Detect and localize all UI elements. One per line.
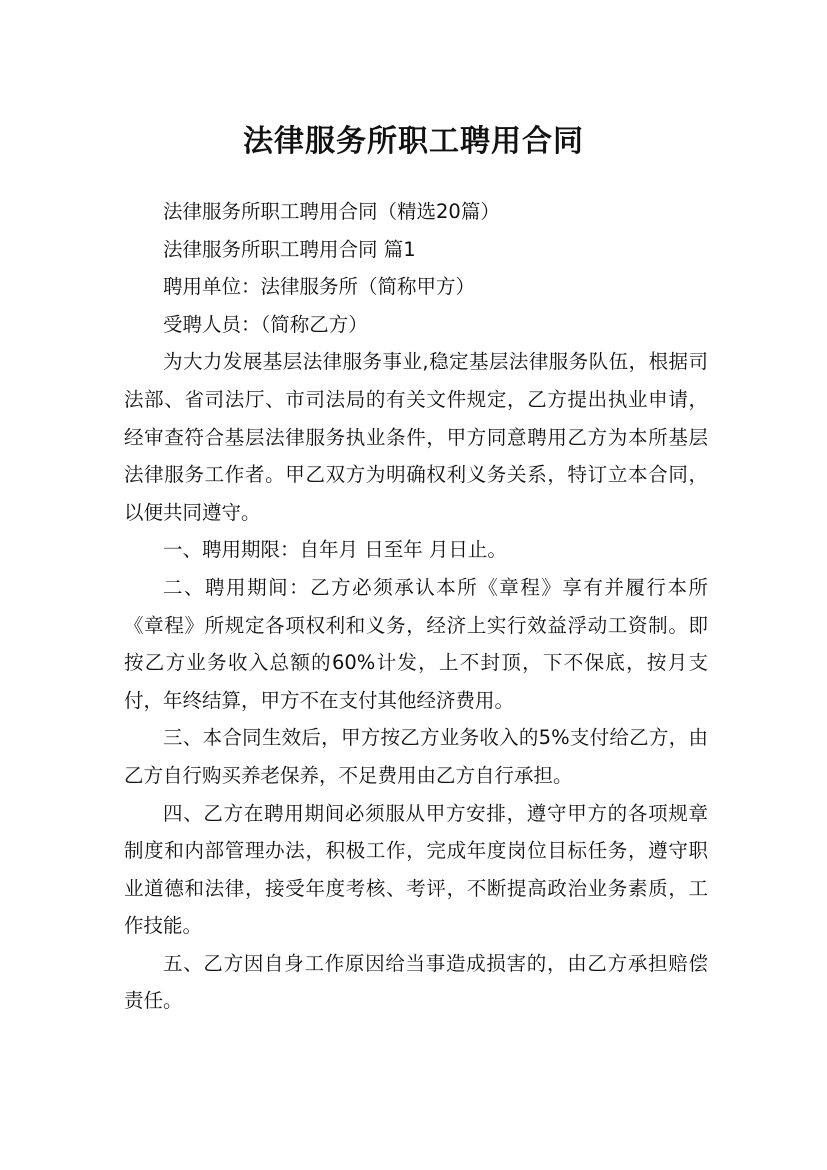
document-title: 法律服务所职工聘用合同: [243, 124, 584, 160]
paragraph-clause-3: 三、本合同生效后，甲方按乙方业务收入的5%支付给乙方，由乙方自行购买养老保养，不足费用由乙方自行承担。: [124, 726, 708, 787]
paragraph-clause-4: 四、乙方在聘用期间必须服从甲方安排，遵守甲方的各项规章制度和内部管理办法，积极工作，完成年度岗位目标任务，遵守职业道德和法律，接受年度考核、考评，不断提高政治业务素质，工作技能。: [124, 801, 708, 938]
paragraph-preamble: 为大力发展基层法律服务事业,稳定基层法律服务队伍，根据司法部、省司法厅、市司法局的有关文件规定，乙方提出执业申请，经审查符合基层法律服务执业条件，甲方同意聘用乙方为本所基层法律服务工作者。甲乙双方为明确权利义务关系，特订立本合同，以便共同遵守。: [124, 350, 708, 524]
paragraph-section-heading: 法律服务所职工聘用合同 篇1: [163, 237, 416, 261]
paragraph-employee: 受聘人员：（简称乙方）: [163, 312, 368, 336]
document-body: [124, 193, 708, 1020]
paragraph-clause-1: 一、聘用期限：自年月 日至年 月日止。: [163, 538, 507, 562]
paragraph-clause-2: 二、聘用期间：乙方必须承认本所《章程》享有并履行本所《章程》所规定各项权利和义务，经济上实行效益浮动工资制。即按乙方业务收入总额的60%计发，上不封顶，下不保底，按月支付，年终结算，甲方不在支付其他经济费用。: [124, 575, 708, 712]
paragraph-clause-5: 五、乙方因自身工作原因给当事造成损害的，由乙方承担赔偿责任。: [124, 951, 708, 1013]
paragraph-employer: 聘用单位：法律服务所（简称甲方）: [163, 275, 476, 299]
paragraph-subtitle: 法律服务所职工聘用合同（精选20篇）: [163, 200, 500, 223]
